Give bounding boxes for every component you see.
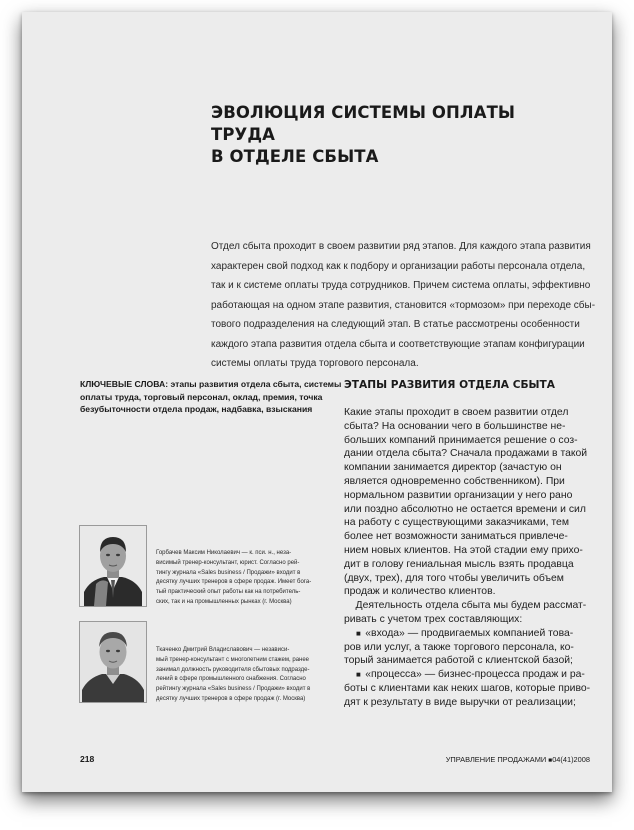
bio-line: мый тренер-консультант с многолетним стажем, ранее <box>156 656 310 663</box>
bio-line: лений в сфере промышленного снабжения. Согласно <box>156 676 306 683</box>
body-line: нормальном развитии организации у него рано <box>344 489 573 501</box>
body-line: является одновременно собственником). При <box>344 475 565 487</box>
magazine-footer <box>446 755 590 764</box>
body-line: (двух, трех), для того чтобы увеличить объем <box>344 572 564 584</box>
body-line: больших компаний принимается решение о соз- <box>344 434 578 446</box>
lead-line: работающая на одном этапе развития, становится «тормозом» при переходе сбы- <box>211 299 596 311</box>
magazine-page <box>22 12 612 792</box>
body-line: нием новых клиентов. На этой стадии ему прихо- <box>344 544 583 556</box>
body-line: компании занимается директор (зачастую он <box>344 462 562 474</box>
bio-line: висимый тренер-консультант, юрист. Согласно рей- <box>156 559 300 566</box>
body-line: ривать с учетом трех составляющих: <box>344 613 523 625</box>
body-line: дит в голову гениальная мысль взять продавца <box>344 558 574 570</box>
bio-line: тый практический опыт работы как на потребитель- <box>156 589 301 596</box>
bio-line: рейтингу журнала «Sales business / Продажи» входит в <box>156 686 311 693</box>
bio-line: десятку лучших тренеров в сфере продаж (г. Москва) <box>156 695 306 702</box>
keywords-block <box>80 378 340 416</box>
lead-line: так и к системе оплаты труда сотрудников. Причем система оплаты, эффективно <box>211 280 591 291</box>
bio-line: Ткаченко Дмитрий Владиславович — независи- <box>156 647 290 653</box>
author-photo-gorbachev <box>79 525 147 607</box>
article-body <box>344 406 599 710</box>
square-separator-icon: ■ <box>548 757 553 764</box>
keywords-line: безубыточности отдела продаж, надбавка, взыскания <box>80 404 313 415</box>
article-title-line: В ОТДЕЛЕ СБЫТА <box>211 147 379 166</box>
author-photo-tkachenko <box>79 621 147 703</box>
lead-line: тового подразделения на следующий этап. В статье рассмотрены особенности <box>211 319 580 330</box>
author-bio-tkachenko <box>156 646 321 705</box>
body-line: дят к результату в виде выручки от реализации; <box>344 696 576 708</box>
body-line: более нет возможности заниматься привлече- <box>344 531 568 543</box>
bio-line: занимал должность руководителя сбытовых подразде- <box>156 666 310 673</box>
article-title <box>211 102 571 168</box>
lead-line: системы оплаты труда торгового персонала. <box>211 358 419 369</box>
bullet-line: ■ «процесса» — бизнес-процесса продаж и ра- <box>344 668 599 682</box>
bio-line: десятку лучших тренеров в сфере продаж. Имеет бога- <box>156 579 312 586</box>
bio-line: Горбачев Максим Николаевич — к. пси. н., неза- <box>156 550 292 556</box>
author-bio-gorbachev <box>156 549 321 608</box>
body-line: торый занимается работой с клиентской базой; <box>344 655 573 667</box>
body-line: продаж и количество клиентов. <box>344 586 496 598</box>
section-heading: ЭТАПЫ РАЗВИТИЯ ОТДЕЛА СБЫТА <box>344 379 555 391</box>
lead-line: каждого этапа развития отдела сбыта и соответствующие этапам конфигурации <box>211 338 585 350</box>
keywords-line: оплаты труда, торговый персонал, оклад, премия, точка <box>80 391 323 402</box>
body-line: ров или услуг, а также торгового персонала, ко- <box>344 641 574 653</box>
body-line: дании отдела сбыта? Сначала продажами в такой <box>344 448 588 460</box>
body-line: Деятельность отдела сбыта мы будем рассмат- <box>344 600 587 612</box>
page-number: 218 <box>80 754 95 764</box>
keywords-line: КЛЮЧЕВЫЕ СЛОВА: этапы развития отдела сбыта, системы <box>80 379 342 389</box>
magazine-issue: 04(41)2008 <box>552 755 590 764</box>
bullet-line: ■ «входа» — продвигаемых компанией това- <box>344 627 599 641</box>
bio-line: ских, так и на промышленных рынках (г. Москва) <box>156 598 292 605</box>
body-line: сбыта? На основании чего в большинстве не- <box>344 420 566 432</box>
body-line: или поздно абсолютно не остается времени и сил <box>344 503 586 515</box>
lead-line: Отдел сбыта проходит в своем развитии ряд этапов. Для каждого этапа развития <box>211 241 591 252</box>
article-title-line: ЭВОЛЮЦИЯ СИСТЕМЫ ОПЛАТЫ ТРУДА <box>211 103 516 144</box>
body-line: Какие этапы проходит в своем развитии отдел <box>344 407 569 418</box>
lead-line: характерен свой подход как к подбору и организации работы персонала отдела, <box>211 260 586 272</box>
bio-line: тингу журнала «Sales business / Продажи» входит в <box>156 569 301 576</box>
body-line: на работу с существующими заказчиками, тем <box>344 517 569 529</box>
article-lead <box>211 237 596 374</box>
magazine-name: УПРАВЛЕНИЕ ПРОДАЖАМИ <box>445 755 547 764</box>
body-line: боты с клиентами как неких шагов, которые приво- <box>344 682 591 694</box>
